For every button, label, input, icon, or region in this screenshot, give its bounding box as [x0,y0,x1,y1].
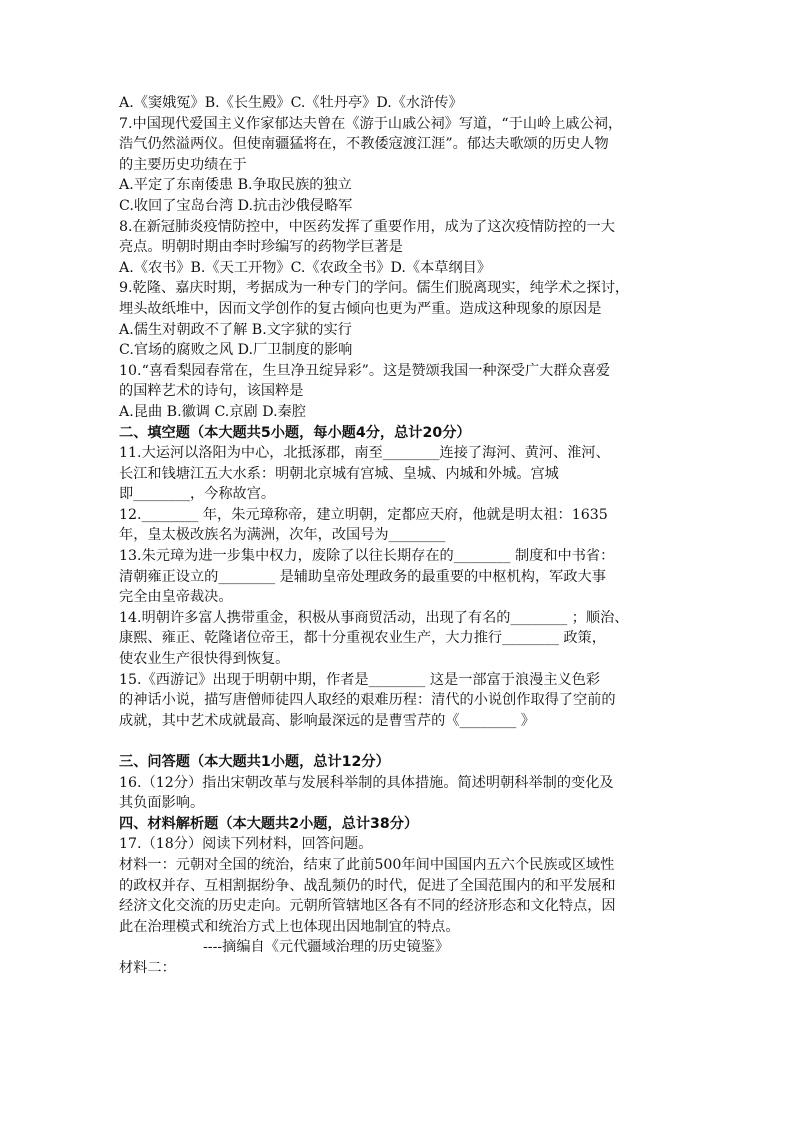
text-line: 亮点。明朝时期由李时珍编写的药物学巨著是 [119,239,403,256]
text-line: 9.乾隆、嘉庆时期，考据成为一种专门的学问。儒生们脱离现实，纯学术之探讨， [119,280,630,297]
text-line: 7.中国现代爱国主义作家郁达夫曾在《游于山戚公祠》写道，“于山岭上戚公祠， [119,115,623,132]
text-line: A.儒生对朝政不了解 B.文字狱的实行 [119,321,352,338]
document-page [119,93,679,979]
section-heading: 四、材料解析题（本大题共2小题，总计38分） [119,815,419,832]
text-line: 12.________ 年，朱元璋称帝，建立明朝，定都应天府，他就是明太祖：1635 [119,506,608,523]
text-line: 15.《西游记》出现于明朝中期，作者是________ 这是一部富于浪漫主义色彩 [119,671,601,688]
text-line: 完全由皇帝裁决。 [119,589,233,606]
text-line: 14.明朝许多富人携带重金，积极从事商贸活动，出现了有名的________ ；顺治、 [119,609,629,626]
text-line: 16.（12分）指出宋朝改革与发展科举制的具体措施。简述明朝科举制的变化及 [119,774,614,791]
text-line: 成就，其中艺术成就最高、影响最深远的是曹雪芹的《________ 》 [119,712,535,729]
section-heading: 二、填空题（本大题共5小题，每小题4分，总计20分） [119,424,471,441]
text-line: 的神话小说，描写唐僧师徒四人取经的艰难历程：清代的小说创作取得了空前的 [119,692,616,709]
text-line: 的政权并存、互相割据纷争、战乱频仍的时代，促进了全国范围内的和平发展和 [119,877,616,894]
text-line: 年，皇太极改族名为满洲，次年，改国号为________ [119,527,446,544]
text-line: A.平定了东南倭患 B.争取民族的独立 [119,177,352,194]
text-line: 此在治理模式和统治方式上也体现出因地制宜的特点。 [119,918,460,935]
text-line: 经济文化交流的历史走向。元朝所管辖地区各有不同的经济形态和文化特点，因 [119,898,616,915]
text-line: 的主要历史功绩在于 [119,156,247,173]
text-line: A.《农书》B.《天工开物》C.《农政全书》D.《本草纲目》 [119,259,492,276]
text-line: C.收回了宝岛台湾 D.抗击沙俄侵略军 [119,197,353,214]
text-line: 17.（18分）阅读下列材料，回答问题。 [119,836,373,853]
text-line: 10.“喜看梨园春常在，生旦净丑绽异彩”。这是赞颂我国一种深受广大群众喜爱 [119,362,611,379]
text-line: 11.大运河以洛阳为中心，北抵涿郡，南至________连接了海河、黄河、淮河、 [119,445,610,462]
text-line: 材料一：元朝对全国的统治，结束了此前500年间中国国内五六个民族或区域性 [119,856,615,873]
text-line: 的国粹艺术的诗句，该国粹是 [119,383,304,400]
text-line: ----摘编自《元代疆域治理的历史镜鉴》 [203,939,450,956]
blank-line [119,731,679,752]
text-line: A.《窦娥冤》B.《长生殿》C.《牡丹亭》D.《水浒传》 [119,95,463,111]
text-line: C.官场的腐败之风 D.厂卫制度的影响 [119,342,353,359]
text-line: 13.朱元璋为进一步集中权力，废除了以往长期存在的________ 制度和中书省： [119,548,615,565]
text-line: 即________，今称故宫。 [119,486,276,503]
text-line: 浩气仍然溢两仪。但使南疆猛将在，不教倭寇渡江涯”。郁达夫歌颂的历史人物 [119,136,609,153]
section-heading: 三、问答题（本大题共1小题，总计12分） [119,754,390,770]
text-line: 其负面影响。 [119,795,205,812]
text-line: 埋头故纸堆中，因而文学创作的复古倾向也更为严重。造成这种现象的原因是 [119,300,602,317]
text-line: 使农业生产很快得到恢复。 [119,651,290,668]
text-line: 康熙、雍正、乾隆诸位帝王，都十分重视农业生产，大力推行________ 政策， [119,630,606,647]
text-line: 清朝雍正设立的________ 是辅助皇帝处理政务的最重要的中枢机构，军政大事 [119,568,606,585]
text-line: A.昆曲 B.徽调 C.京剧 D.秦腔 [119,403,306,420]
text-line: 8.在新冠肺炎疫情防控中，中医药发挥了重要作用，成为了这次疫情防控的一大 [119,218,615,235]
text-line: 长江和钱塘江五大水系：明朝北京城有宫城、皇城、内城和外城。宫城 [119,465,559,482]
text-line: 材料二： [119,959,176,976]
